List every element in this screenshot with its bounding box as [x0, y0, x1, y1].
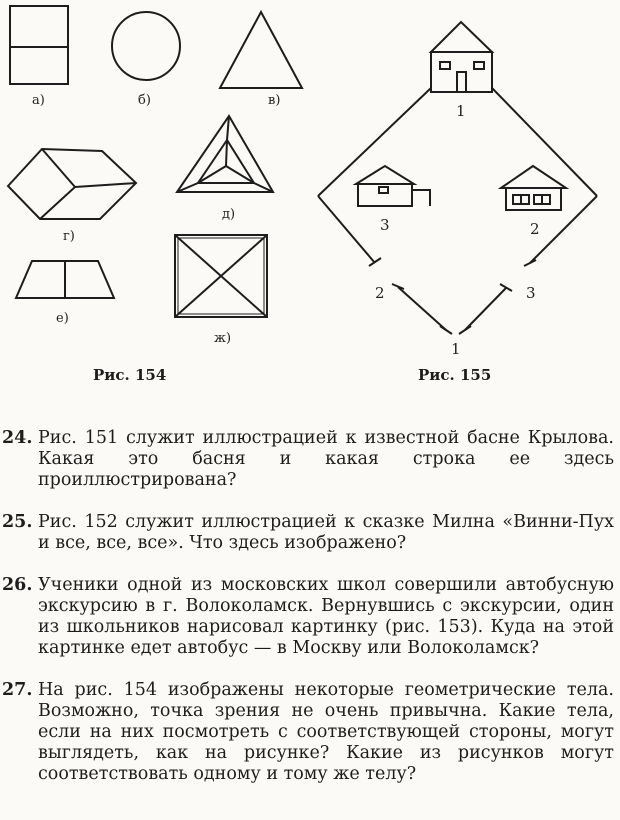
fig154-label-d: д) [222, 207, 236, 222]
problem-24 [2, 428, 614, 491]
figure-155 [318, 22, 597, 334]
fig154-label-e: е) [56, 311, 69, 326]
road-left-lower [398, 287, 446, 330]
fig154-shape-b [112, 12, 180, 80]
road-left-upper [318, 88, 431, 196]
fig154-label-a: а) [32, 93, 45, 108]
fig155-caption: Рис. 155 [418, 366, 492, 384]
figure-154 [8, 6, 302, 317]
road-2-number: 2 [375, 284, 385, 302]
road-3-number: 3 [526, 284, 536, 302]
fig154-label-zh: ж) [214, 331, 232, 346]
fig154-shape-e [16, 261, 114, 298]
problem-text: Рис. 152 служит иллюстрацией к сказке Милна «Винни-Пух и все, все, все». Что здесь изображено? [38, 512, 614, 553]
house-2-number: 2 [530, 220, 540, 238]
road-right-middle [530, 196, 597, 263]
fig154-shape-v [220, 12, 302, 88]
fig154-shape-a [10, 6, 68, 84]
fig154-label-b: б) [138, 93, 151, 108]
house-2-icon [501, 166, 566, 210]
fig154-label-v: в) [268, 93, 281, 108]
problem-number: 27. [2, 680, 33, 700]
problem-number: 26. [2, 575, 33, 595]
fig154-shape-zh [175, 235, 267, 317]
fig154-label-g: г) [63, 229, 75, 244]
problem-27 [2, 680, 614, 785]
problem-number: 24. [2, 428, 33, 448]
fig154-caption: Рис. 154 [93, 366, 167, 384]
house-3-icon [356, 166, 430, 206]
problem-text: Рис. 151 служит иллюстрацией к известной басне Крылова. Какая это басня и какая строка ее здесь проиллюстрирована? [38, 428, 614, 490]
road-1-number: 1 [451, 340, 461, 358]
road-right-upper [492, 88, 597, 196]
problems-list [2, 428, 614, 806]
house-1-number: 1 [456, 102, 466, 120]
problem-text: На рис. 154 изображены некоторые геометрические тела. Возможно, точка зрения не очень привычна. Какие тела, если на них посмотреть с соответствующей стороны, могут выглядеть, как на рисунке? Какие из рисунков могут соответствовать одному и тому же телу? [38, 680, 614, 784]
house-3-number: 3 [380, 216, 390, 234]
road-right-lower [465, 288, 506, 330]
fig154-shape-d [177, 116, 273, 192]
house-1-icon [431, 22, 492, 92]
fig154-shape-g [8, 149, 136, 219]
problem-25 [2, 512, 614, 554]
problem-number: 25. [2, 512, 33, 532]
problem-26 [2, 575, 614, 659]
problem-text: Ученики одной из московских школ совершили автобусную экскурсию в г. Волоколамск. Вернувшись с экскурсии, один из школьников нарисовал картинку (рис. 153). Куда на этой картинке едет автобус — в Москву или Волоколамск? [38, 575, 614, 658]
figures-area [0, 0, 620, 395]
